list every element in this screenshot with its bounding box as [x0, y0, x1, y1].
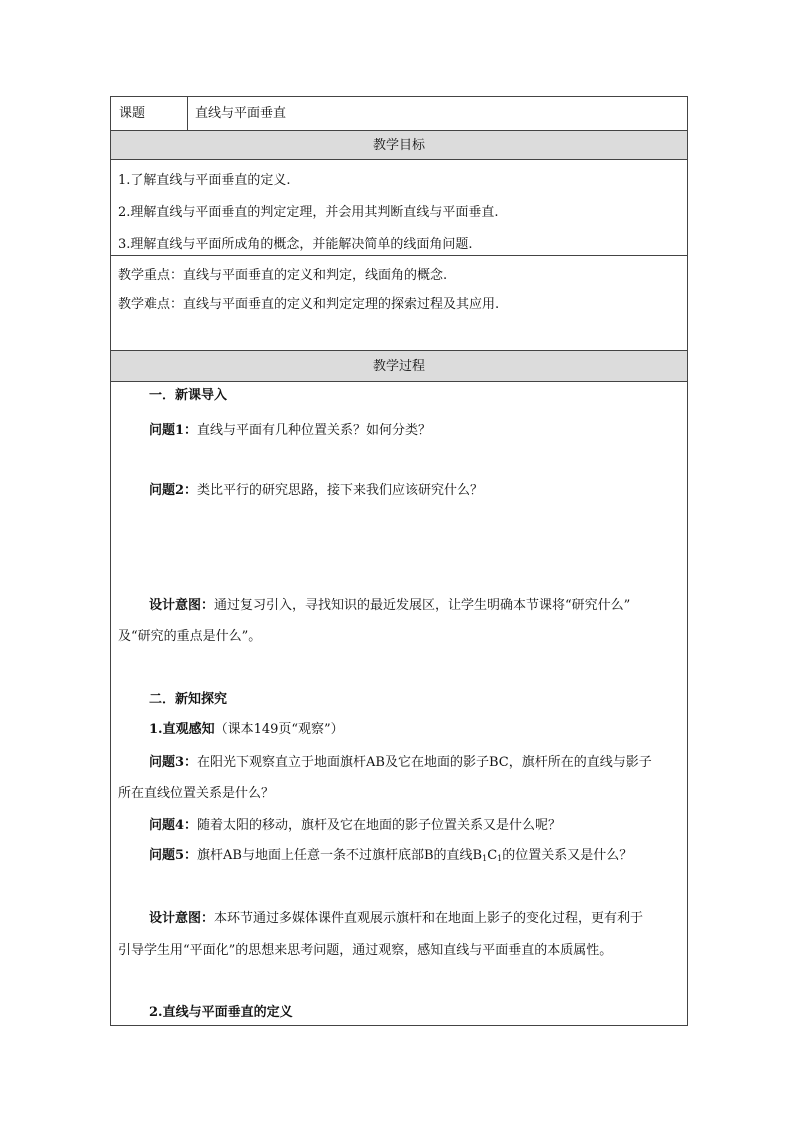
- question-text: C: [487, 848, 498, 863]
- question-text: 类比平行的研究思路，接下来我们应该研究什么？: [197, 483, 484, 498]
- question-label: 问题3：: [149, 755, 198, 770]
- subsection-note: （课本149页“观察”）: [214, 722, 344, 737]
- question-3-cont: 所在直线位置关系是什么？: [118, 786, 275, 801]
- design-intent-2-cont: 引导学生用“平面化”的思想来思考问题，通过观察，感知直线与平面垂直的本质属性。: [118, 943, 613, 958]
- subsection-title: 1.直观感知: [149, 722, 215, 737]
- topic-title: 直线与平面垂直: [195, 106, 287, 121]
- subscript: 1: [497, 854, 503, 863]
- focus-row: [111, 256, 687, 351]
- goal-item: 3.理解直线与平面所成角的概念，并能解决简单的线面角问题.: [118, 237, 473, 252]
- process-row: [111, 382, 687, 1025]
- subscript: 1: [482, 854, 488, 863]
- lesson-plan-table: [110, 96, 688, 1026]
- question-label: 问题1：: [149, 423, 198, 438]
- question-2: [149, 479, 483, 498]
- goals-heading: 教学目标: [372, 138, 425, 153]
- section-title: 一．新课导入: [149, 388, 228, 403]
- process-heading-row: [111, 351, 687, 382]
- question-text: 的位置关系又是什么？: [502, 848, 633, 863]
- goals-row: [111, 160, 687, 256]
- section-title: 二．新知探究: [149, 692, 228, 707]
- question-text: 直线与平面有几种位置关系？如何分类？: [197, 423, 432, 438]
- topic-label: 课题: [111, 97, 188, 130]
- topic-row: [111, 97, 687, 131]
- intent-text: 通过复习引入，寻找知识的最近发展区，让学生明确本节课将“研究什么”: [214, 598, 631, 613]
- question-1: [149, 419, 431, 438]
- design-intent-2: [149, 907, 643, 926]
- design-intent-1: [149, 594, 630, 613]
- question-5: [149, 844, 632, 863]
- goals-heading-row: [111, 131, 687, 160]
- question-text: 在阳光下观察直立于地面旗杆AB及它在地面的影子BC，旗杆所在的直线与影子: [197, 755, 652, 770]
- key-point: 教学重点：直线与平面垂直的定义和判定，线面角的概念.: [118, 268, 448, 283]
- subsection-2-title: 2.直线与平面垂直的定义: [149, 1005, 293, 1020]
- question-3: [149, 751, 652, 770]
- difficult-point: 教学难点：直线与平面垂直的定义和判定定理的探索过程及其应用.: [118, 297, 500, 312]
- question-text: 旗杆AB与地面上任意一条不过旗杆底部B的直线B: [197, 848, 483, 863]
- subsection-1: [149, 718, 344, 737]
- question-label: 问题2：: [149, 483, 198, 498]
- intent-label: 设计意图：: [149, 911, 215, 926]
- process-heading: 教学过程: [372, 359, 425, 374]
- goal-item: 1.了解直线与平面垂直的定义.: [118, 173, 291, 188]
- question-4: [149, 814, 561, 833]
- question-text: 随着太阳的移动，旗杆及它在地面的影子位置关系又是什么呢？: [197, 818, 562, 833]
- intent-label: 设计意图：: [149, 598, 215, 613]
- goal-item: 2.理解直线与平面垂直的判定定理，并会用其判断直线与平面垂直.: [118, 205, 499, 220]
- design-intent-1-cont: 及“研究的重点是什么”。: [118, 629, 262, 644]
- intent-text: 本环节通过多媒体课件直观展示旗杆和在地面上影子的变化过程，更有利于: [214, 911, 644, 926]
- question-label: 问题5：: [149, 848, 198, 863]
- question-label: 问题4：: [149, 818, 198, 833]
